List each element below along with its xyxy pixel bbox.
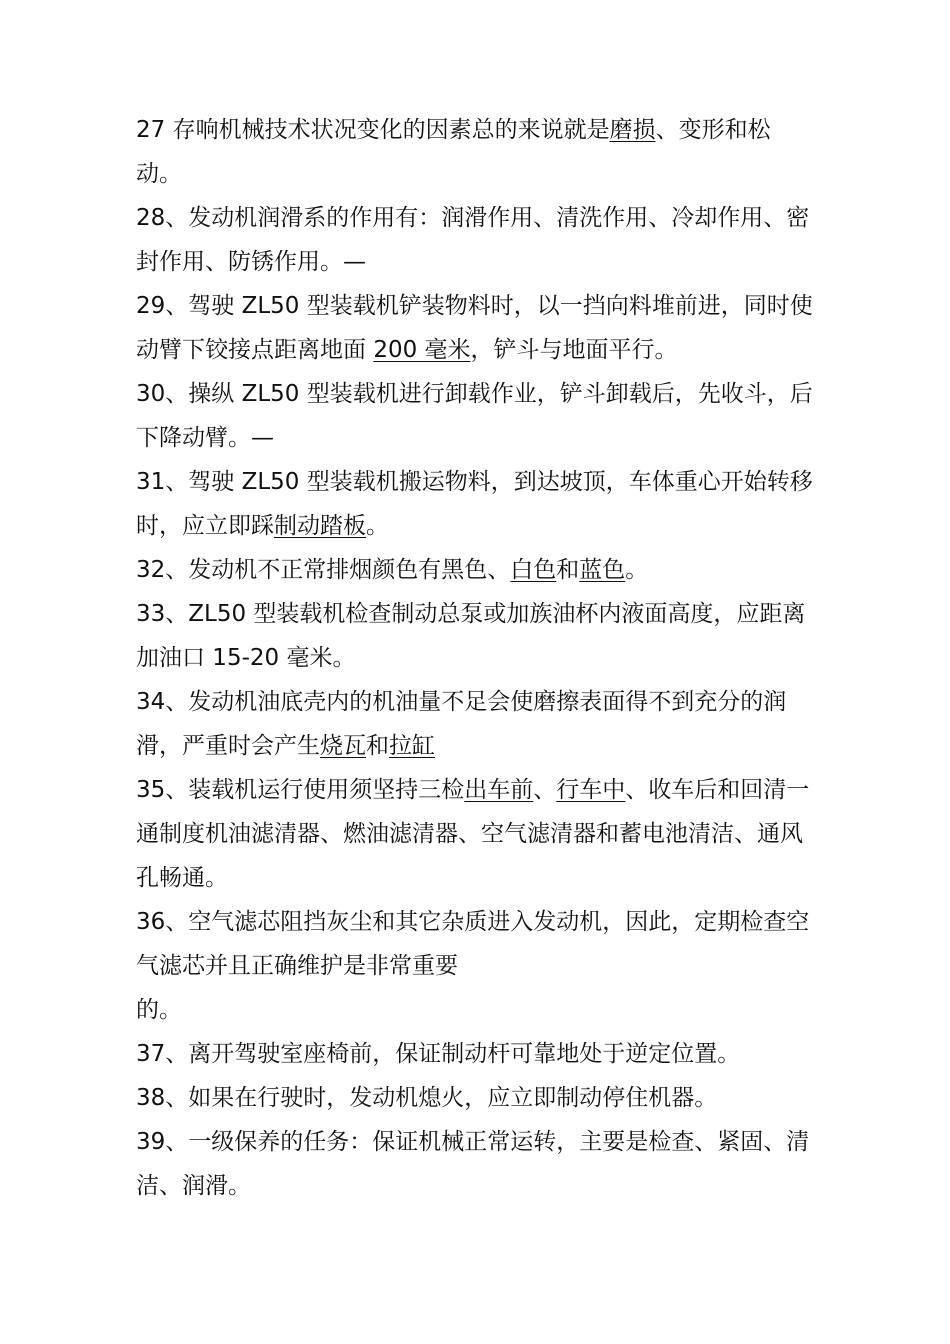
question-text: 36、空气滤芯阻挡灰尘和其它杂质进入发动机，因此，定期检查空气滤芯并且正确维护是非常重要 (136, 909, 810, 979)
question-item (136, 284, 816, 372)
question-text: 33、ZL50 型装载机检查制动总泵或加族油杯内液面高度，应距离加油口 15-20 毫米。 (136, 601, 806, 671)
answer-underlined-text: 出车前 (464, 777, 534, 803)
document-page (136, 108, 816, 1208)
question-item (136, 680, 816, 768)
answer-underlined-text: 磨损 (609, 117, 656, 143)
question-item (136, 548, 816, 592)
question-item (136, 900, 816, 1032)
question-text: 39、一级保养的任务：保证机械正常运转，主要是检查、紧固、清洁、润滑。 (136, 1129, 810, 1199)
question-item (136, 592, 816, 680)
question-text: 35、装载机运行使用须坚持三检 (136, 777, 465, 803)
question-item (136, 108, 816, 196)
question-item (136, 196, 816, 284)
answer-underlined-text: 200 毫米 (373, 337, 471, 363)
question-text: 。 (366, 513, 389, 539)
question-text: 。 (625, 557, 649, 583)
question-text: 31、驾驶 ZL50 型装载机搬运物料，到达坡顶，车体重心开始转移时，应立即踩 (136, 469, 813, 539)
question-item (136, 460, 816, 548)
question-text: 32、发动机不正常排烟颜色有黑色、 (136, 557, 511, 583)
question-text: 28、发动机润滑系的作用有：润滑作用、清洗作用、冷却作用、密封作用、防锈作用。— (136, 205, 810, 275)
question-text: ，铲斗与地面平行。 (470, 337, 678, 363)
question-text: 、 (533, 777, 557, 803)
question-text: 37、离开驾驶室座椅前，保证制动杆可靠地处于逆定位置。 (136, 1041, 741, 1067)
question-text: 29、驾驶 ZL50 型装载机铲装物料时，以一挡向料堆前进，同时使动臂下铰接点距离地面 (136, 293, 813, 363)
question-item (136, 1076, 816, 1120)
question-text: 38、如果在行驶时，发动机熄火，应立即制动停住机器。 (136, 1085, 718, 1111)
question-text: 、变形和松动。 (136, 117, 771, 187)
answer-underlined-text: 烧瓦 (320, 733, 366, 759)
question-text: 的。 (136, 997, 182, 1023)
answer-underlined-text: 蓝色 (579, 557, 626, 583)
answer-underlined-text: 白色 (510, 557, 557, 583)
question-text: 和 (556, 557, 580, 583)
answer-underlined-text: 行车中 (556, 777, 626, 803)
question-item (136, 372, 816, 460)
question-text: 30、操纵 ZL50 型装载机进行卸载作业，铲斗卸载后，先收斗，后下降动臂。— (136, 381, 813, 451)
question-text: 27 存响机械技术状况变化的因素总的来说就是 (136, 117, 610, 143)
question-item (136, 1032, 816, 1076)
question-item (136, 768, 816, 900)
answer-underlined-text: 制动踏板 (274, 513, 366, 539)
question-text: 34、发动机油底壳内的机油量不足会使磨擦表面得不到充分的润滑，严重时会产生 (136, 689, 787, 759)
question-text: 和 (366, 733, 389, 759)
question-text: 、收车后和回清一通制度机油滤清器、燃油滤清器、空气滤清器和蓄电池清洁、通风孔畅通。 (136, 777, 810, 891)
answer-underlined-text: 拉缸 (389, 733, 435, 759)
question-item (136, 1120, 816, 1208)
